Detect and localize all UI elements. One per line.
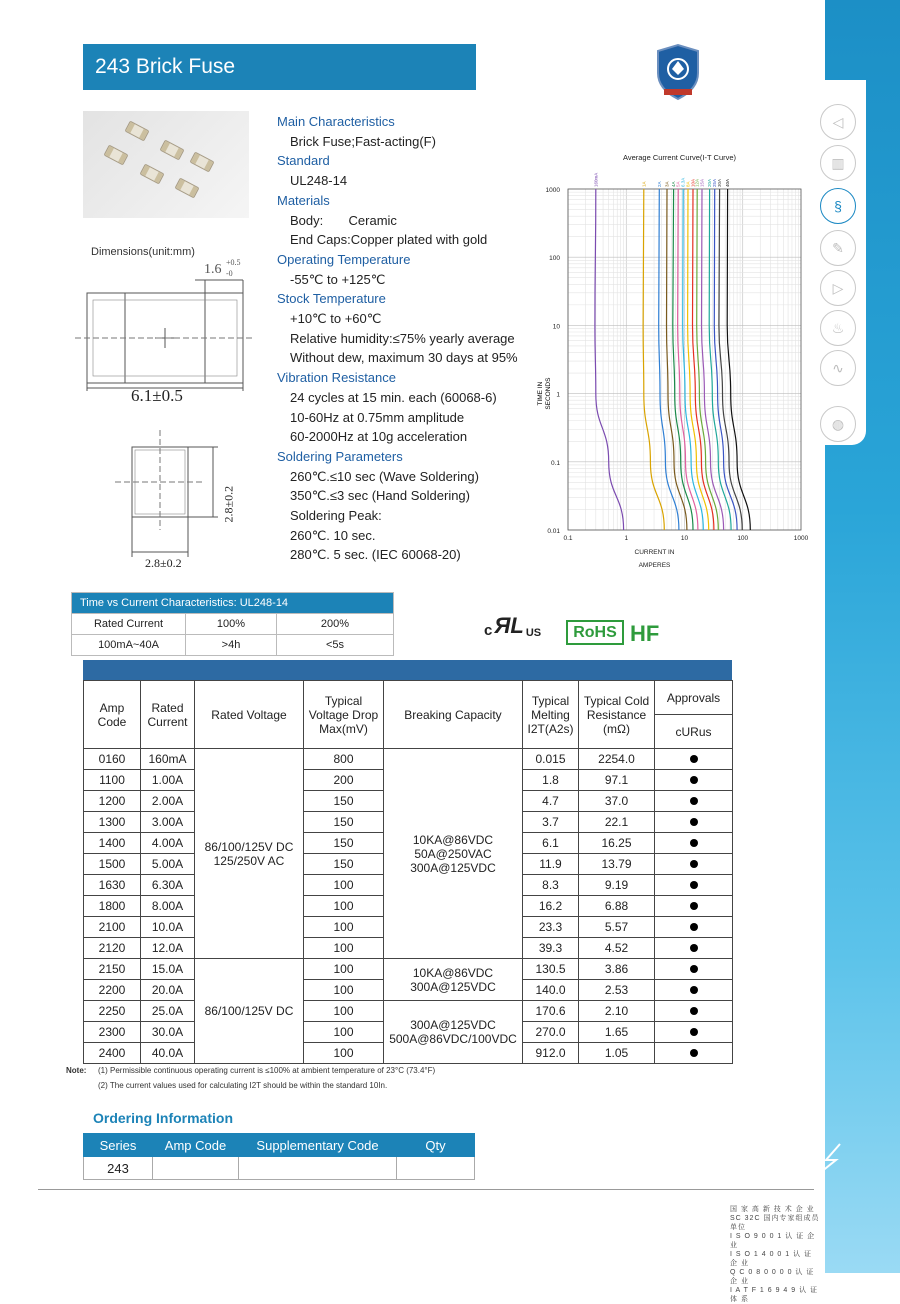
- rated-current-cell: 40.0A: [141, 1043, 195, 1064]
- approval-dot-icon: [690, 755, 698, 763]
- ordering-table: [83, 1133, 475, 1180]
- voltage-drop-cell: 150: [304, 833, 384, 854]
- approval-cell: [655, 770, 733, 791]
- dim-width: 2.8±0.2: [145, 556, 182, 570]
- melting-i2t-cell: 8.3: [523, 875, 579, 896]
- approval-cell: [655, 1001, 733, 1022]
- dim-cap-minus: -0: [226, 269, 233, 278]
- tc-header-cell: Rated Current: [72, 614, 186, 635]
- y-tick-label: 100: [549, 255, 560, 263]
- amp-code-cell: 1500: [84, 854, 141, 875]
- order-header-amp-code: Amp Code: [153, 1134, 239, 1157]
- melting-i2t-cell: 270.0: [523, 1022, 579, 1043]
- y-tick-label: 10: [552, 323, 560, 331]
- amp-code-cell: 2100: [84, 917, 141, 938]
- approval-dot-icon: [690, 776, 698, 784]
- characteristic-text: Soldering Peak:: [290, 508, 382, 523]
- characteristic-text: Body: Ceramic: [290, 212, 397, 228]
- fuse-chip: [139, 164, 164, 185]
- x-tick-label: 1: [624, 535, 629, 542]
- amp-code-cell: 2200: [84, 980, 141, 1001]
- amp-code-cell: 1800: [84, 896, 141, 917]
- approval-cell: [655, 938, 733, 959]
- characteristic-text: Brick Fuse;Fast-acting(F): [290, 133, 436, 149]
- voltage-drop-cell: 100: [304, 959, 384, 980]
- page-title: [83, 44, 476, 90]
- dim-length: 6.1±0.5: [131, 386, 183, 405]
- characteristic-text: 280℃. 5 sec. (IEC 60068-20): [290, 547, 461, 563]
- characteristic-heading: Materials: [277, 192, 330, 208]
- footer-cert-line: SC 32C 国内专家组成员单位: [730, 1215, 820, 1231]
- approval-dot-icon: [690, 860, 698, 868]
- cold-resistance-cell: 1.65: [579, 1022, 655, 1043]
- dim-cap-value: 1.6: [204, 262, 222, 277]
- melting-i2t-cell: 1.8: [523, 770, 579, 791]
- order-cell-qty[interactable]: [397, 1157, 475, 1180]
- amp-code-cell: 1100: [84, 770, 141, 791]
- rated-current-cell: 15.0A: [141, 959, 195, 980]
- fuse-chip: [103, 145, 128, 166]
- approval-cell: [655, 1043, 733, 1064]
- approval-dot-icon: [690, 923, 698, 931]
- melting-i2t-cell: 130.5: [523, 959, 579, 980]
- melting-i2t-cell: 16.2: [523, 896, 579, 917]
- rated-current-cell: 5.00A: [141, 854, 195, 875]
- series-label: 6.3A: [680, 177, 686, 187]
- y-tick-label: 0.01: [547, 528, 560, 535]
- approval-cell: [655, 812, 733, 833]
- approval-cell: [655, 854, 733, 875]
- amp-code-cell: 1200: [84, 791, 141, 812]
- note-1: (1) Permissible continuous operating current is ≤100% at ambient temperature of 23°C (73.4°F): [98, 1066, 436, 1075]
- amp-code-cell: 1300: [84, 812, 141, 833]
- melting-i2t-cell: 4.7: [523, 791, 579, 812]
- cold-resistance-cell: 97.1: [579, 770, 655, 791]
- characteristic-text: 260℃. 10 sec.: [290, 527, 376, 543]
- melting-i2t-cell: 170.6: [523, 1001, 579, 1022]
- footer-divider: [38, 1189, 814, 1190]
- x-axis-label: CURRENT IN: [634, 549, 675, 556]
- voltage-drop-cell: 100: [304, 938, 384, 959]
- series-label: 10A: [690, 178, 696, 187]
- melting-i2t-cell: 3.7: [523, 812, 579, 833]
- melting-i2t-cell: 912.0: [523, 1043, 579, 1064]
- characteristic-text: 24 cycles at 15 min. each (60068-6): [290, 389, 497, 405]
- ul-us-text: US: [525, 627, 542, 639]
- ul-mark: [484, 613, 541, 639]
- characteristic-text: Without dew, maximum 30 days at 95%: [290, 350, 518, 366]
- series-label: 25A: [712, 178, 718, 187]
- table-row: [84, 1001, 733, 1022]
- characteristic-text: 10-60Hz at 0.75mm amplitude: [290, 409, 465, 425]
- tc-cell: >4h: [186, 635, 277, 656]
- breaking-capacity-cell: 300A@125VDC 500A@86VDC/100VDC: [384, 1001, 523, 1064]
- col-header-breaking-capacity: Breaking Capacity: [384, 681, 523, 749]
- rated-current-cell: 2.00A: [141, 791, 195, 812]
- rohs-badge: RoHS: [566, 620, 624, 645]
- note-label: Note:: [66, 1066, 87, 1075]
- approval-dot-icon: [690, 902, 698, 910]
- order-header-qty: Qty: [397, 1134, 475, 1157]
- melting-i2t-cell: 6.1: [523, 833, 579, 854]
- dimensions-label: Dimensions(unit:mm): [91, 246, 195, 258]
- voltage-drop-cell: 100: [304, 980, 384, 1001]
- voltage-drop-cell: 150: [304, 854, 384, 875]
- cold-resistance-cell: 3.86: [579, 959, 655, 980]
- series-label: 160mA: [593, 172, 599, 187]
- melting-i2t-cell: 140.0: [523, 980, 579, 1001]
- approval-dot-icon: [690, 965, 698, 973]
- rated-current-cell: 30.0A: [141, 1022, 195, 1043]
- rated-current-cell: 10.0A: [141, 917, 195, 938]
- breaking-capacity-cell: 10KA@86VDC 300A@125VDC: [384, 959, 523, 1001]
- characteristic-text: 260℃.≤10 sec (Wave Soldering): [290, 468, 479, 484]
- lamp-icon[interactable]: ♨: [820, 310, 856, 346]
- approval-dot-icon: [690, 797, 698, 805]
- amp-code-cell: 2400: [84, 1043, 141, 1064]
- amp-code-cell: 2300: [84, 1022, 141, 1043]
- characteristic-text: End Caps:Copper plated with gold: [290, 232, 488, 248]
- footer-cert-line: 国 家 高 新 技 术 企 业: [730, 1206, 815, 1213]
- approval-cell: [655, 896, 733, 917]
- y-tick-label: 1: [556, 391, 560, 399]
- col-header-cold-resistance: Typical Cold Resistance (mΩ): [579, 681, 655, 749]
- rated-current-cell: 6.30A: [141, 875, 195, 896]
- y-axis-label-group: [537, 377, 552, 410]
- tc-table-title: Time vs Current Characteristics: UL248-14: [72, 593, 394, 614]
- series-label: 1A: [641, 181, 647, 187]
- approval-cell: [655, 959, 733, 980]
- amp-code-cell: 2150: [84, 959, 141, 980]
- voltage-drop-cell: 100: [304, 1022, 384, 1043]
- characteristic-heading: Main Characteristics: [277, 114, 395, 129]
- characteristic-text: Relative humidity:≤75% yearly average: [290, 330, 515, 346]
- amp-code-cell: 0160: [84, 749, 141, 770]
- amp-code-cell: 2250: [84, 1001, 141, 1022]
- series-line: [595, 189, 624, 530]
- cold-resistance-cell: 13.79: [579, 854, 655, 875]
- amp-code-cell: 2120: [84, 938, 141, 959]
- series-label: 40A: [725, 178, 731, 187]
- y-axis-label: TIME IN: [537, 381, 544, 406]
- lightning-icon: [812, 1140, 846, 1180]
- approval-cell: [655, 980, 733, 1001]
- footer-cert-line: I S O 9 0 0 1 认 证 企 业: [730, 1233, 816, 1249]
- rated-current-cell: 12.0A: [141, 938, 195, 959]
- y-axis-label: SECONDS: [545, 377, 552, 410]
- it-curve-chart: [533, 150, 813, 580]
- cold-resistance-cell: 22.1: [579, 812, 655, 833]
- order-cell-supplementary[interactable]: [239, 1157, 397, 1180]
- globe-icon[interactable]: ◍: [820, 406, 856, 442]
- voltage-drop-cell: 100: [304, 1043, 384, 1064]
- spec-table: [83, 680, 733, 1064]
- approval-dot-icon: [690, 839, 698, 847]
- note-2: (2) The current values used for calculating I2T should be within the standard 10In.: [98, 1081, 388, 1090]
- voltage-drop-cell: 100: [304, 917, 384, 938]
- col-header-amp-code: Amp Code: [84, 681, 141, 749]
- cold-resistance-cell: 37.0: [579, 791, 655, 812]
- ul-logo-icon: ЯL: [494, 613, 524, 638]
- x-tick-label: 0.1: [563, 535, 573, 542]
- fuse-chip: [159, 140, 184, 161]
- chart-title: Average Current Curve(I-T Curve): [622, 153, 737, 162]
- cold-resistance-cell: 6.88: [579, 896, 655, 917]
- voltage-drop-cell: 800: [304, 749, 384, 770]
- rated-current-cell: 8.00A: [141, 896, 195, 917]
- cold-resistance-cell: 2.10: [579, 1001, 655, 1022]
- approval-cell: [655, 875, 733, 896]
- rated-voltage-cell: 86/100/125V DC: [195, 959, 304, 1064]
- dim-cap-length: [204, 258, 241, 278]
- x-axis-label: AMPERES: [638, 562, 671, 569]
- rated-current-cell: 4.00A: [141, 833, 195, 854]
- approval-dot-icon: [690, 1007, 698, 1015]
- cold-resistance-cell: 16.25: [579, 833, 655, 854]
- dimension-drawing: [75, 258, 275, 578]
- cold-resistance-cell: 5.57: [579, 917, 655, 938]
- book-icon[interactable]: ▥: [820, 145, 856, 181]
- order-cell-series: 243: [84, 1157, 153, 1180]
- triangle-icon[interactable]: ◁: [820, 104, 856, 140]
- voltage-drop-cell: 150: [304, 812, 384, 833]
- ordering-title: Ordering Information: [93, 1110, 233, 1126]
- spec-table-bar: [83, 660, 732, 680]
- approval-dot-icon: [690, 986, 698, 994]
- rated-current-cell: 160mA: [141, 749, 195, 770]
- footer-certifications: [730, 1205, 820, 1304]
- series-label: 3A: [664, 181, 670, 187]
- ul-c-text: c: [484, 622, 493, 639]
- col-header-approvals: Approvals: [655, 681, 733, 715]
- cold-resistance-cell: 4.52: [579, 938, 655, 959]
- cold-resistance-cell: 1.05: [579, 1043, 655, 1064]
- coil-icon[interactable]: §: [820, 188, 856, 224]
- melting-i2t-cell: 11.9: [523, 854, 579, 875]
- characteristic-text: -55℃ to +125℃: [290, 271, 386, 287]
- voltage-drop-cell: 100: [304, 1001, 384, 1022]
- voltage-drop-cell: 100: [304, 875, 384, 896]
- hf-badge: HF: [630, 621, 660, 646]
- amp-code-cell: 1630: [84, 875, 141, 896]
- product-photo: [83, 111, 249, 218]
- characteristic-heading: Soldering Parameters: [277, 448, 403, 464]
- amp-code-cell: 1400: [84, 833, 141, 854]
- approval-cell: [655, 917, 733, 938]
- order-header-supplementary: Supplementary Code: [239, 1134, 397, 1157]
- series-label: 30A: [717, 178, 723, 187]
- table-row: [84, 749, 733, 770]
- rated-current-cell: 3.00A: [141, 812, 195, 833]
- tc-header-cell: 100%: [186, 614, 277, 635]
- tc-cell: 100mA~40A: [72, 635, 186, 656]
- characteristic-heading: Vibration Resistance: [277, 370, 396, 386]
- characteristic-heading: Standard: [277, 153, 330, 169]
- breaking-capacity-cell: 10KA@86VDC 50A@250VAC 300A@125VDC: [384, 749, 523, 959]
- melting-i2t-cell: 39.3: [523, 938, 579, 959]
- melting-i2t-cell: 0.015: [523, 749, 579, 770]
- voltage-drop-cell: 150: [304, 791, 384, 812]
- col-header-curus: cURus: [655, 715, 733, 749]
- series-label: 5A: [675, 181, 681, 187]
- col-header-voltage-drop: Typical Voltage Drop Max(mV): [304, 681, 384, 749]
- col-header-melting-i2t: Typical Melting I2T(A2s): [523, 681, 579, 749]
- characteristic-text: UL248-14: [290, 173, 348, 189]
- footer-cert-line: I S O 1 4 0 0 1 认 证 企 业: [730, 1251, 813, 1267]
- table-row: [84, 959, 733, 980]
- order-header-series: Series: [84, 1134, 153, 1157]
- rated-current-cell: 1.00A: [141, 770, 195, 791]
- approval-dot-icon: [690, 881, 698, 889]
- characteristic-text: 350℃.≤3 sec (Hand Soldering): [290, 488, 470, 504]
- y-tick-label: 1000: [545, 187, 560, 194]
- time-current-table: [71, 592, 394, 656]
- approval-dot-icon: [690, 818, 698, 826]
- rated-voltage-cell: 86/100/125V DC 125/250V AC: [195, 749, 304, 959]
- series-label: 12A: [694, 178, 700, 187]
- approval-dot-icon: [690, 944, 698, 952]
- dim-cap-plus: +0.5: [226, 258, 241, 267]
- approval-cell: [655, 1022, 733, 1043]
- characteristic-heading: Stock Temperature: [277, 291, 386, 307]
- approval-cell: [655, 791, 733, 812]
- approval-cell: [655, 749, 733, 770]
- x-tick-label: 1000: [793, 535, 809, 542]
- y-tick-label: 0.1: [550, 459, 560, 467]
- characteristic-text: 60-2000Hz at 10g acceleration: [290, 429, 468, 445]
- series-label: 8A: [685, 181, 691, 187]
- fuse-chip: [174, 178, 199, 199]
- approval-dot-icon: [690, 1049, 698, 1057]
- cold-resistance-cell: 9.19: [579, 875, 655, 896]
- approval-dot-icon: [690, 1028, 698, 1036]
- spring-icon[interactable]: ∿: [820, 350, 856, 386]
- cold-resistance-cell: 2254.0: [579, 749, 655, 770]
- col-header-rated-current: Rated Current: [141, 681, 195, 749]
- rated-current-cell: 25.0A: [141, 1001, 195, 1022]
- rated-current-cell: 20.0A: [141, 980, 195, 1001]
- col-header-rated-voltage: Rated Voltage: [195, 681, 304, 749]
- shield-logo-icon: [652, 43, 704, 101]
- voltage-drop-cell: 200: [304, 770, 384, 791]
- series-label: 2A: [656, 181, 662, 187]
- order-cell-amp-code[interactable]: [153, 1157, 239, 1180]
- approval-cell: [655, 833, 733, 854]
- characteristic-heading: Operating Temperature: [277, 251, 411, 267]
- fuse-chip: [124, 121, 149, 142]
- arrow-right-icon[interactable]: ▷: [820, 270, 856, 306]
- x-tick-label: 100: [737, 535, 749, 542]
- series-label: 4A: [671, 181, 677, 187]
- cold-resistance-cell: 2.53: [579, 980, 655, 1001]
- characteristic-text: +10℃ to +60℃: [290, 311, 382, 326]
- page-title-text: 243 Brick Fuse: [95, 55, 236, 78]
- voltage-drop-cell: 100: [304, 896, 384, 917]
- melting-i2t-cell: 23.3: [523, 917, 579, 938]
- dim-height: 2.8±0.2: [221, 485, 236, 523]
- footer-cert-line: I A T F 1 6 9 4 9 认 证 体 系: [730, 1287, 819, 1303]
- x-tick-label: 10: [680, 535, 689, 542]
- tc-cell: <5s: [277, 635, 394, 656]
- tc-header-cell: 200%: [277, 614, 394, 635]
- pen-icon[interactable]: ✎: [820, 230, 856, 266]
- footer-cert-line: Q C 0 8 0 0 0 0 认 证 企 业: [730, 1269, 815, 1285]
- series-label: 20A: [707, 178, 713, 187]
- series-label: 15A: [699, 178, 705, 187]
- fuse-chip: [189, 152, 214, 173]
